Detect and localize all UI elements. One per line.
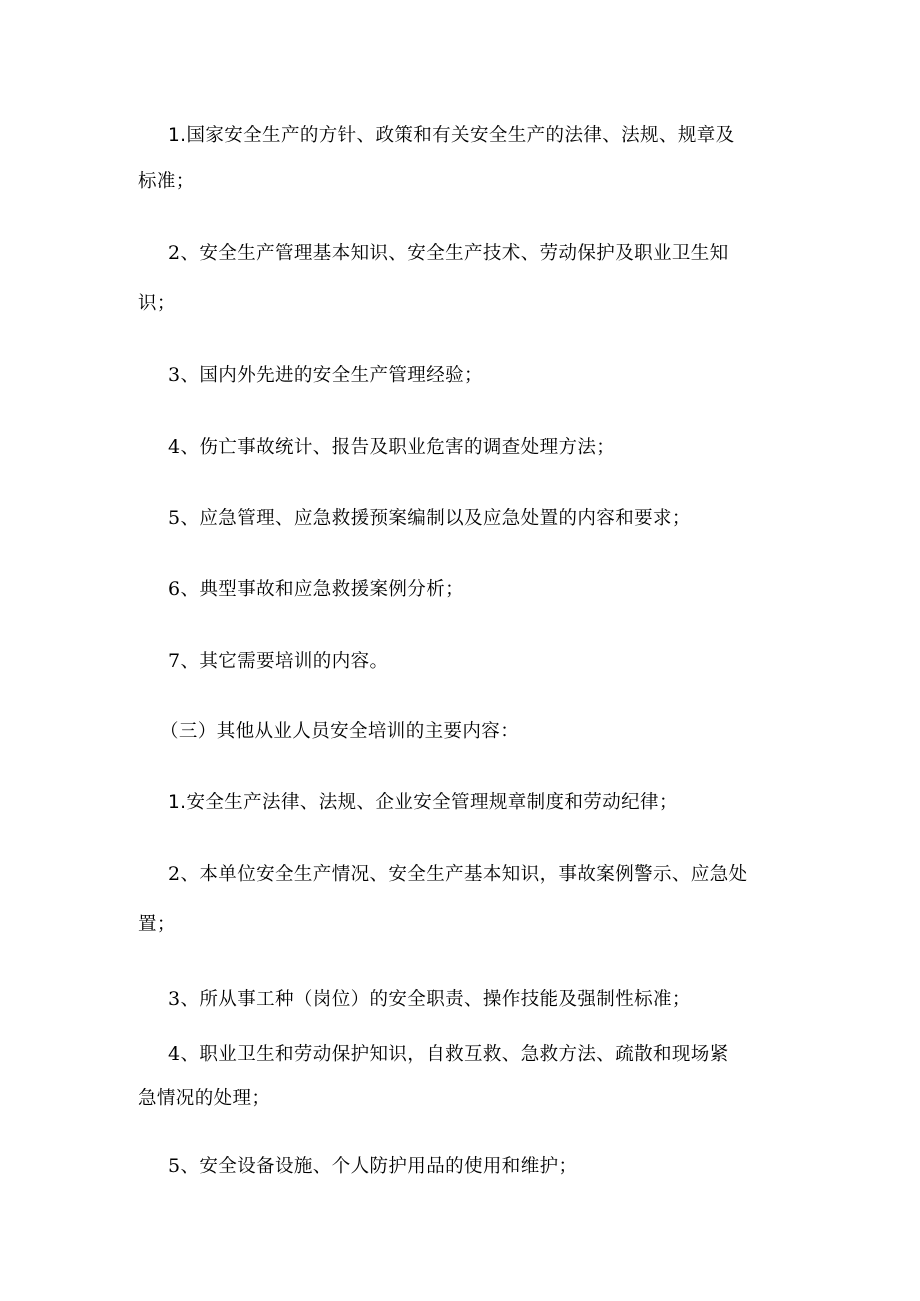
item-text: 国家安全生产的方针、政策和有关安全生产的法律、法规、规章及: [186, 125, 735, 146]
list-item-2: [168, 242, 729, 265]
list-item-7: [168, 650, 388, 673]
item-number: 1.: [168, 125, 187, 146]
item-number: 5: [168, 507, 181, 529]
list-item-b2-continuation: 置；: [138, 914, 176, 935]
item-text: 、国内外先进的安全生产管理经验；: [180, 365, 483, 386]
item-text: 、职业卫生和劳动保护知识，自救互救、急救方法、疏散和现场紧: [180, 1044, 729, 1065]
item-text: 安全生产法律、法规、企业安全管理规章制度和劳动纪律；: [186, 792, 678, 813]
item-number: 2: [168, 863, 181, 885]
item-text: 、所从事工种（岗位）的安全职责、操作技能及强制性标准；: [180, 989, 691, 1010]
section-heading: （三）其他从业人员安全培训的主要内容：: [160, 721, 520, 742]
item-text: 、伤亡事故统计、报告及职业危害的调查处理方法；: [180, 437, 616, 458]
item-number: 4: [168, 436, 181, 458]
item-number: 3: [168, 988, 181, 1010]
list-item-b3: [168, 988, 691, 1011]
item-text: 、应急管理、应急救援预案编制以及应急处置的内容和要求；: [180, 508, 691, 529]
list-item-6: [168, 578, 464, 601]
list-item-4: [168, 436, 615, 459]
item-text: 、典型事故和应急救援案例分析；: [180, 579, 465, 600]
list-item-1: [168, 125, 735, 147]
item-number: 2: [168, 242, 181, 264]
item-number: 7: [168, 650, 181, 672]
item-text: 、本单位安全生产情况、安全生产基本知识，事故案例警示、应急处: [180, 864, 748, 885]
list-item-2-continuation: 识；: [138, 293, 176, 314]
item-text: 、其它需要培训的内容。: [180, 651, 389, 672]
item-number: 6: [168, 578, 181, 600]
item-number: 5: [168, 1155, 181, 1177]
item-number: 4: [168, 1043, 181, 1065]
list-item-b5: [168, 1155, 577, 1178]
list-item-b1: [168, 792, 678, 814]
item-text: 、安全生产管理基本知识、安全生产技术、劳动保护及职业卫生知: [180, 243, 729, 264]
item-text: 、安全设备设施、个人防护用品的使用和维护；: [180, 1156, 578, 1177]
list-item-5: [168, 507, 691, 530]
item-number: 1.: [168, 792, 187, 813]
item-number: 3: [168, 364, 181, 386]
list-item-1-continuation: 标准；: [138, 171, 195, 192]
list-item-3: [168, 364, 483, 387]
list-item-b4-continuation: 急情况的处理；: [138, 1088, 271, 1109]
list-item-b2: [168, 863, 748, 886]
list-item-b4: [168, 1043, 729, 1066]
